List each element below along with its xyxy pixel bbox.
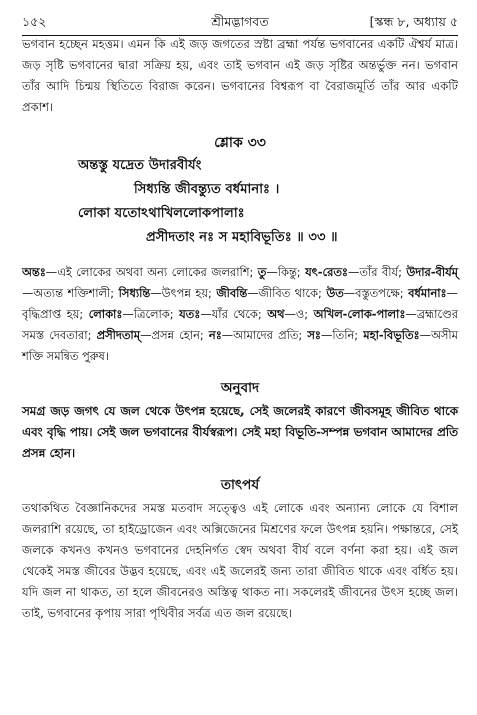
- synonym-meaning: —তিনি;: [321, 328, 364, 342]
- synonym-word: নঃ: [208, 328, 222, 342]
- synonym-word: অথ: [267, 307, 285, 321]
- synonym-word: অখিল-লোক-পালাঃ: [313, 307, 406, 321]
- synonym-meaning: —ব্রহ্মাণ্ডের সমস্ত দেবতারা;: [22, 307, 458, 342]
- verse-line: সিধ্যন্তি জীবন্ত্যুত বর্ধমানাঃ ।: [134, 182, 280, 197]
- synonym-word: উত: [326, 286, 344, 300]
- page-number: ১৫২: [22, 14, 47, 29]
- synonym-meaning: —ত্রিলোক;: [122, 307, 180, 321]
- synonym-word: তু: [257, 265, 267, 279]
- synonym-meaning: —যাঁর থেকে;: [200, 307, 268, 321]
- purport-title: তাৎপর্য: [220, 477, 260, 493]
- page-header: [22, 8, 458, 34]
- synonym-meaning: —অত্যন্ত শক্তিশালী;: [22, 286, 119, 300]
- synonym-word: বর্ধমানাঃ: [408, 286, 447, 300]
- verse-line: লোকা যতোঽথাখিললোকপালাঃ: [78, 206, 245, 221]
- synonym-word: অন্তঃ: [22, 265, 46, 279]
- purport-text: তথাকথিত বৈজ্ঞানিকদের সমস্ত মতবাদ সত্ত্বেও এই লোকে এবং অন্যান্য লোকে যে বিশাল জলরাশি রয়েছে, তা হাইড্রোজেন এবং অক্সিজেনের মিশ্রণের ফলে উৎপন্ন হয়নি। পক্ষান্তরে, সেই জলকে কখনও কখনও ভগবানের দেহনির্গত স্বেদ অথবা বীর্য বলে বর্ণনা করা হয়। এই জল থেকেই সমস্ত জীবের উদ্ভব হয়েছে, এবং এই জলেরই জন্য তারা জীবিত থাকে এবং বর্ধিত হয়। যদি জল না থাকত, তা হলে জীবনেরও অস্তিত্ব থাকত না। সকলেরই জীবনের উৎস হচ্ছে জল। তাই, ভগবানের কৃপায় সারা পৃথিবীর সর্বত্র এত জল রয়েছে।: [22, 501, 458, 620]
- synonym-word: যৎ-রেতঃ: [305, 265, 348, 279]
- synonym-meaning: —অসীম শক্তি সমন্বিত পুরুষ।: [22, 328, 458, 363]
- verse-line: প্রসীদতাং নঃ স মহাবিভূতিঃ ॥ ৩৩ ॥: [146, 230, 338, 245]
- synonym-meaning: —বৃদ্ধিপ্রাপ্ত হয়;: [22, 286, 459, 321]
- synonym-meaning: —জীবিত থাকে;: [247, 286, 327, 300]
- synonym-meaning: —ও;: [284, 307, 314, 321]
- synonym-meaning: —আমাদের প্রতি;: [221, 328, 308, 342]
- header-divider: [22, 35, 458, 36]
- intro-paragraph: ভগবান হচ্ছেন মহত্তম। এমন কি এই জড় জগতের স্রষ্টা ব্রহ্মা পর্যন্ত ভগবানের একটি ঐশ্বর্য মাত্র। জড় সৃষ্টি ভগবানের দ্বারা সক্রিয় হয়, এবং তাই ভগবান এই জড় সৃষ্টির অন্তর্ভুক্ত নন। ভগবান তাঁর আদি চিন্ময় স্থিতিতে বিরাজ করেন। ভগবানের বিশ্বরূপ বা বৈরাজমূর্তি তাঁর আর একটি প্রকাশ।: [22, 37, 458, 114]
- synonym-word: লোকাঃ: [88, 307, 123, 321]
- synonyms-block: [22, 262, 458, 367]
- synonym-word: সঃ: [307, 328, 322, 342]
- document-page: [22, 8, 458, 624]
- synonym-word: যতঃ: [179, 307, 201, 321]
- synonym-word: প্রসীদতাম্: [96, 328, 141, 342]
- synonym-word: সিধ্যন্তি: [118, 286, 151, 300]
- verse-block: [22, 154, 458, 250]
- chapter-reference: [স্কন্ধ ৮, অধ্যায় ৫: [369, 14, 458, 29]
- translation-text: সমগ্র জড় জগৎ যে জল থেকে উৎপন্ন হয়েছে, সেই জলেরই কারণে জীবসমূহ জীবিত থাকে এবং বৃদ্ধি পায়। সেই জল ভগবানের বীর্যস্বরূপ। সেই মহা বিভূতি-সম্পন্ন ভগবান আমাদের প্রতি প্রসন্ন হোন।: [22, 404, 458, 460]
- verse-title: শ্লোক ৩৩: [214, 135, 266, 151]
- translation-title: অনুবাদ: [220, 380, 260, 396]
- synonym-word: উদার-বীর্যম্: [406, 265, 458, 279]
- verse-line: অন্তস্তু যদ্রেত উদারবীর্যং: [78, 158, 202, 173]
- synonym-meaning: —বস্তুতপক্ষে;: [343, 286, 409, 300]
- synonym-meaning: —প্রসন্ন হোন;: [140, 328, 209, 342]
- synonym-meaning: —এই লোকের অথবা অন্য লোকের জলরাশি;: [45, 265, 258, 279]
- synonym-meaning: —তাঁর বীর্য;: [347, 265, 407, 279]
- synonym-word: মহা-বিভূতিঃ: [363, 328, 420, 342]
- synonym-word: জীবন্তি: [216, 286, 248, 300]
- book-title: শ্রীমদ্ভাগবত: [211, 14, 269, 29]
- synonym-meaning: —উৎপন্ন হয়;: [150, 286, 217, 300]
- synonym-meaning: —কিন্তু;: [266, 265, 306, 279]
